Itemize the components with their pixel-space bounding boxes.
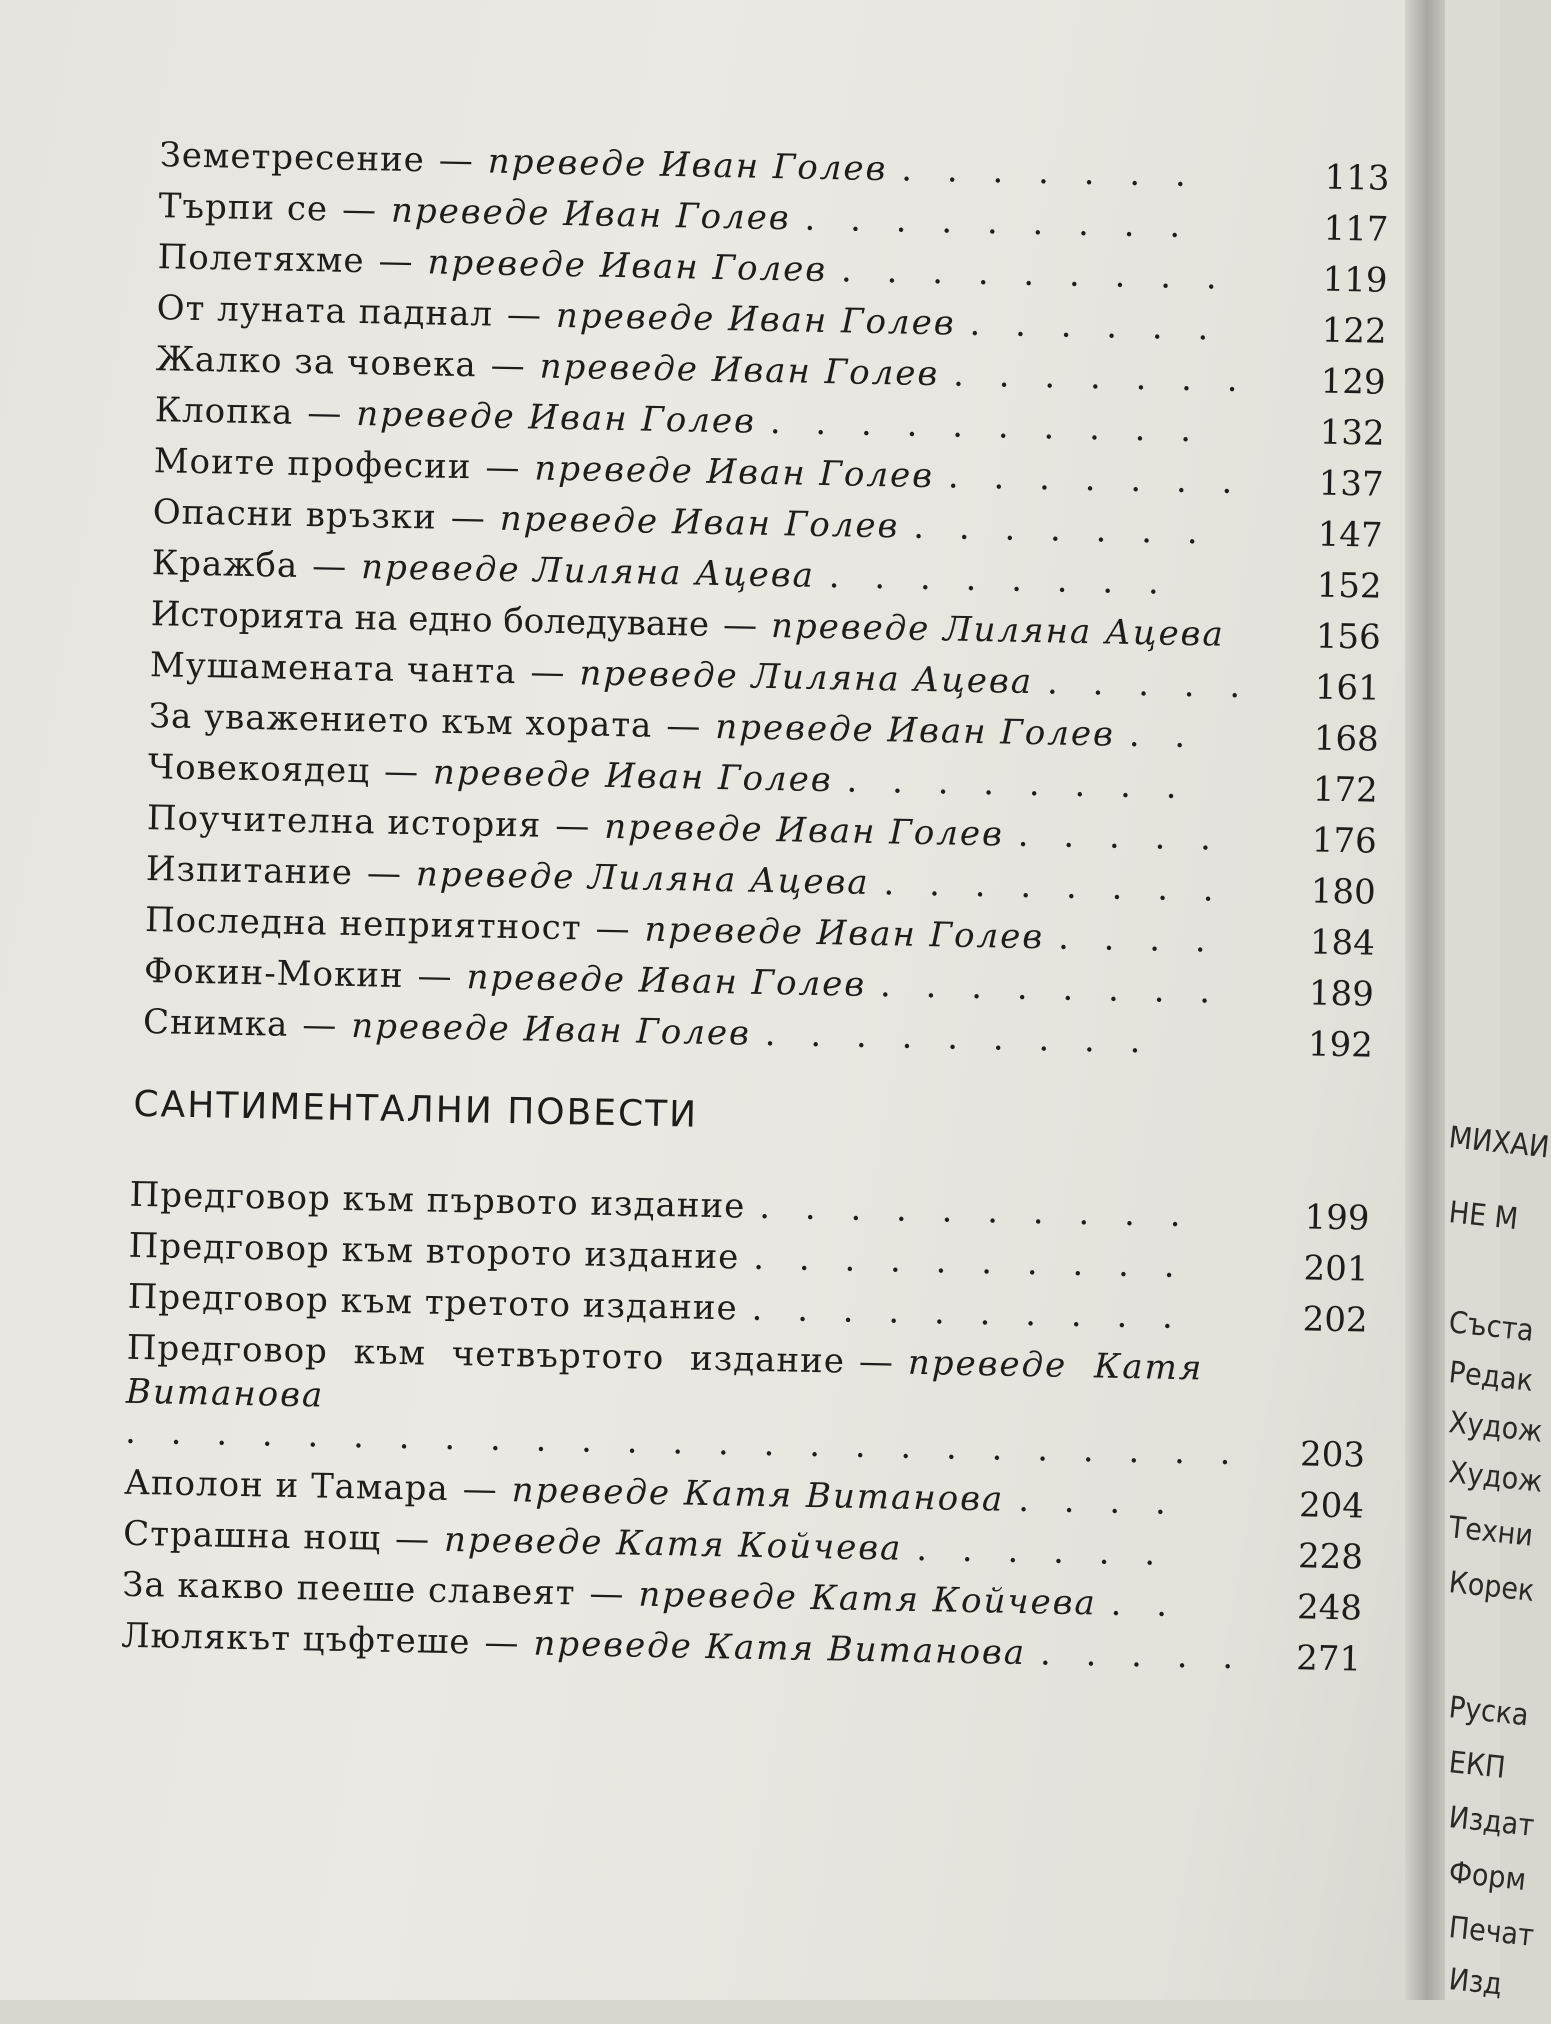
leader-dots: . . . . . . . . . . [769, 401, 1204, 451]
entry-translator: преведе Иван Голев [555, 295, 956, 344]
leader-line [125, 1412, 1243, 1473]
entry-title: Люлякът цъфтеше [120, 1615, 471, 1663]
page-number: 168 [1313, 718, 1380, 760]
facing-page-text: Руска [1447, 1690, 1531, 1734]
entry-translator: преведе Катя [907, 1342, 1204, 1389]
leader-dots: . . . . . . . . . . . . . . . . . . . . . . . . . [124, 1411, 1243, 1474]
toc-entry: Люлякът цъфтеше — преведе Катя Витанова . . . . . [120, 1615, 1246, 1678]
entry-translator: преведе Лиляна Ацева [415, 854, 871, 903]
toc-entry: Моите професии — преведе Иван Голев . . . . . . . [153, 441, 1245, 503]
page-number: 119 [1322, 259, 1388, 301]
entry-translator-continued: Витанова [125, 1371, 325, 1416]
entry-title: Последна неприятност [144, 900, 582, 949]
entry-translator: преведе Иван Голев [390, 190, 791, 239]
page-number: 201 [1303, 1248, 1369, 1290]
entry-title: Търпи се [158, 186, 329, 230]
toc-entry [129, 1175, 1193, 1235]
entry-title: Клопка [154, 390, 294, 433]
entry-translator: преведе Лиляна Ацева [770, 606, 1226, 655]
entry-translator: преведе Иван Голев [539, 346, 940, 395]
toc-entry: За уважението към хората — преведе Иван Голев . . [148, 696, 1198, 757]
toc-entry [127, 1277, 1185, 1337]
facing-page-text: Издат [1447, 1800, 1536, 1844]
entry-title: Човекоядец [147, 747, 371, 792]
leader-dots: . . [1128, 714, 1198, 757]
entry-title: Земетресение [159, 135, 426, 181]
page-number: 152 [1316, 565, 1383, 607]
page-number: 137 [1318, 463, 1384, 505]
page-number: 192 [1307, 1024, 1374, 1066]
entry-title: Опасни връзки [152, 492, 438, 538]
toc-entry: Изпитание — преведе Лиляна Ацева . . . . . . . . [145, 849, 1227, 910]
leader-dots: . . . . . . . . . [840, 250, 1230, 298]
entry-translator: преведе Иван Голев [487, 141, 888, 190]
leader-dots: . . . . . [1017, 814, 1224, 859]
page-number: 199 [1304, 1197, 1370, 1239]
facing-page-text: Форм [1447, 1855, 1528, 1898]
leader-dots: . . . . . . . . . [764, 1013, 1153, 1062]
entry-translator: преведе Иван Голев [714, 706, 1116, 755]
toc-entry: Жалко за човека — преведе Иван Голев . . . . . . . [155, 339, 1251, 401]
facing-page-text: Печат [1447, 1910, 1536, 1954]
facing-page-text: Техни [1447, 1510, 1535, 1554]
leader-dots: . . . . . [1039, 1633, 1246, 1678]
facing-page-text: ЕКП [1447, 1745, 1508, 1786]
entry-translator: преведе Иван Голев [499, 498, 900, 547]
leader-dots: . . . . . . . . . [804, 198, 1193, 247]
toc-entry: Поучителна история — преведе Иван Голев . . . . . [146, 798, 1224, 859]
toc-entry: Кражба — преведе Лиляна Ацева . . . . . . . . [151, 543, 1172, 603]
leader-dots: . . . . . . . . . . [758, 1186, 1193, 1236]
leader-dots: . . . . . . . . . . [752, 1237, 1187, 1287]
page-number: 132 [1319, 412, 1385, 454]
toc-entry [128, 1226, 1187, 1286]
toc-entry: Човекоядец — преведе Иван Голев . . . . . . . . [147, 747, 1190, 808]
entry-translator: преведе Лиляна Ацева [360, 547, 816, 596]
toc-entry: Аполон и Тамара — преведе Катя Витанова . . . . [123, 1462, 1179, 1523]
facing-page-text: НЕ М [1447, 1195, 1520, 1238]
entry-title: От луната паднал [156, 288, 494, 335]
entry-title: Изпитание [145, 849, 354, 894]
leader-dots: . . . . . . [915, 1528, 1168, 1574]
leader-dots: . . . . [1017, 1479, 1179, 1523]
entry-title: Историята на едно боледуване [150, 594, 710, 645]
toc-entry: От луната паднал — преведе Иван Голев . . . . . . [156, 288, 1221, 349]
toc-entry-continuation [126, 1372, 325, 1416]
page-number: 248 [1296, 1587, 1363, 1629]
entry-title: Снимка [142, 1002, 289, 1045]
entry-title: Предговор към първото издание [129, 1174, 746, 1227]
leader-dots: . . . . . . . . [883, 863, 1227, 910]
leader-dots: . . . . [1057, 917, 1219, 961]
page-number: 172 [1312, 769, 1379, 811]
entry-title: Полетяхме [157, 237, 365, 282]
page-number: 156 [1315, 616, 1382, 658]
book-gutter [1405, 0, 1445, 2000]
page-number: 113 [1324, 157, 1390, 199]
leader-dots: . . [1110, 1583, 1180, 1626]
entry-title: Предговор към второто издание [128, 1225, 740, 1278]
page-number: 228 [1297, 1536, 1364, 1578]
leader-dots: . . . . . . . . [828, 556, 1172, 603]
page-number: 180 [1310, 871, 1377, 913]
facing-page-text: Изд [1447, 1962, 1504, 2003]
toc-entry: Историята на едно боледуване — преведе Лиляна Ацева [150, 594, 1226, 655]
entry-translator: преведе Катя Койчева [638, 1574, 1098, 1624]
entry-translator: преведе Катя Койчева [443, 1519, 903, 1569]
leader-dots: . . . . . . [969, 303, 1221, 349]
entry-title: Кражба [151, 543, 299, 586]
page-number: 202 [1302, 1299, 1368, 1341]
entry-translator: преведе Иван Голев [603, 806, 1005, 855]
toc-entry: Земетресение — преведе Иван Голев . . . . . . . [159, 135, 1199, 196]
leader-dots: . . . . . . . [901, 149, 1199, 196]
facing-page-text: Съста [1447, 1305, 1536, 1349]
entry-title: За уважението към хората [148, 696, 653, 746]
entry-translator: преведе Иван Голев [466, 957, 867, 1005]
toc-entry: Опасни връзки — преведе Иван Голев . . . . . . . [152, 492, 1211, 553]
leader-dots: . . . . . [1046, 662, 1253, 707]
toc-entry: Страшна нощ — преведе Катя Койчева . . . . . . [122, 1513, 1168, 1574]
entry-title: За какво пееше славеят [121, 1564, 576, 1614]
entry-translator: преведе Катя Витанова [511, 1470, 1005, 1520]
toc-entry: За какво пееше славеят — преведе Катя Койчева . . [121, 1564, 1180, 1626]
facing-page-text: Худож [1447, 1455, 1545, 1500]
page-number: 203 [1299, 1434, 1366, 1476]
facing-page-text: Редак [1447, 1355, 1535, 1399]
entry-title: Жалко за човека [155, 339, 478, 386]
entry-title: Фокин-Мокин [143, 951, 404, 997]
entry-title: Мушамената чанта [149, 645, 517, 693]
leader-dots: . . . . . . . [912, 506, 1211, 553]
entry-title: Предговор към четвъртото издание [126, 1327, 846, 1382]
page-number: 271 [1295, 1638, 1362, 1680]
page-number: 147 [1317, 514, 1384, 556]
toc-entry: Фокин-Мокин — преведе Иван Голев . . . . . . . . [143, 951, 1223, 1012]
entry-translator: преведе Иван Голев [355, 394, 757, 442]
page-number: 122 [1321, 310, 1387, 352]
page-number: 184 [1309, 922, 1376, 964]
entry-title: Предговор към третото издание [127, 1276, 739, 1329]
page-number: 161 [1314, 667, 1381, 709]
facing-page-text: Корек [1447, 1565, 1537, 1609]
leader-dots: . . . . . . . . [846, 760, 1190, 808]
entry-translator: преведе Иван Голев [534, 448, 935, 497]
leader-dots: . . . . . . . [947, 456, 1245, 503]
entry-translator: преведе Иван Голев [427, 242, 828, 291]
facing-page-text: Худож [1447, 1405, 1545, 1450]
toc-entry: Снимка — преведе Иван Голев . . . . . . . . . [142, 1002, 1153, 1062]
toc-entry: Полетяхме — преведе Иван Голев . . . . . . . . . [157, 237, 1230, 298]
facing-page [1445, 0, 1551, 2003]
page-number: 176 [1311, 820, 1378, 862]
entry-title: Моите професии [153, 441, 472, 488]
entry-translator: преведе Иван Голев [432, 752, 833, 801]
toc-entry-wrapped: Предговор към четвъртото издание — преведе Катя [126, 1327, 1204, 1389]
entry-translator: преведе Лиляна Ацева [579, 653, 1034, 703]
toc-entry: Клопка — преведе Иван Голев . . . . . . . . . . [154, 390, 1204, 451]
leader-dots: . . . . . . . . . . [751, 1288, 1186, 1338]
leader-dots: . . . . . . . [952, 354, 1251, 401]
toc-entry: Последна неприятност — преведе Иван Голев . . . . [144, 900, 1219, 961]
entry-translator: преведе Катя Витанова [533, 1623, 1027, 1674]
entry-translator: преведе Иван Голев [644, 909, 1045, 958]
entry-title: Страшна нощ [122, 1513, 382, 1559]
entry-translator: преведе Иван Голев [350, 1006, 752, 1054]
page-number: 204 [1298, 1485, 1365, 1527]
page-number: 189 [1308, 973, 1375, 1015]
page-number: 129 [1320, 361, 1386, 403]
page-number: 117 [1323, 208, 1389, 250]
entry-title: Аполон и Тамара [123, 1462, 450, 1509]
toc-entry: Търпи се — преведе Иван Голев . . . . . . . . . [158, 186, 1193, 247]
entry-title: Поучителна история [146, 798, 542, 846]
toc-entry: Мушамената чанта — преведе Лиляна Ацева . . . . . [149, 645, 1253, 707]
leader-dots: . . . . . . . . [879, 965, 1223, 1012]
section-title: САНТИМЕНТАЛНИ ПОВЕСТИ [133, 1083, 699, 1136]
facing-page-text: МИХАИ [1447, 1120, 1551, 1166]
